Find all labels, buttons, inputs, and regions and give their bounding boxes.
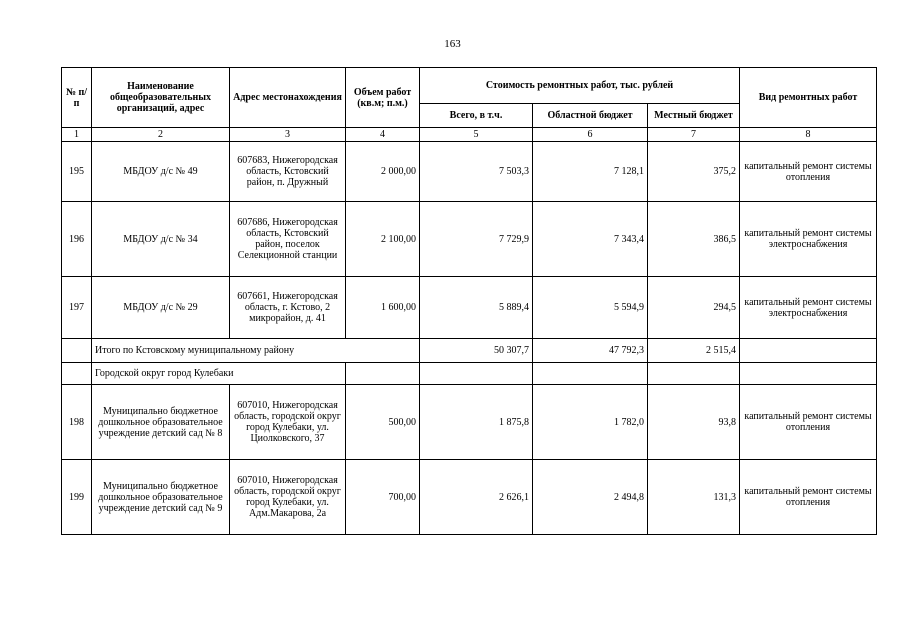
table-row <box>62 142 877 202</box>
table-row <box>62 202 877 277</box>
work-volume: 2 000,00 <box>346 142 420 202</box>
cost-local: 294,5 <box>648 277 740 339</box>
header-total: Всего, в т.ч. <box>420 104 533 128</box>
empty-cell <box>346 363 420 385</box>
table-body <box>62 142 877 535</box>
organization-address: 607683, Нижегородская область, Кстовский район, п. Дружный <box>230 142 346 202</box>
work-type: капитальный ремонт системы отопления <box>740 460 877 535</box>
cost-local: 93,8 <box>648 385 740 460</box>
subtotal-label: Итого по Кстовскому муниципальному району <box>92 339 420 363</box>
work-volume: 700,00 <box>346 460 420 535</box>
organization-address: 607661, Нижегородская область, г. Кстово, 2 микрорайон, д. 41 <box>230 277 346 339</box>
row-number: 197 <box>62 277 92 339</box>
organization-name: МБДОУ д/с № 29 <box>92 277 230 339</box>
cost-regional: 1 782,0 <box>533 385 648 460</box>
organization-address: 607010, Нижегородская область, городской округ город Кулебаки, ул. Циолковского, 37 <box>230 385 346 460</box>
header-address: Адрес местонахождения <box>230 68 346 128</box>
header-cost-group: Стоимость ремонтных работ, тыс. рублей <box>420 68 740 104</box>
work-volume: 500,00 <box>346 385 420 460</box>
column-number: 3 <box>230 128 346 142</box>
section-title: Городской округ город Кулебаки <box>92 363 346 385</box>
organization-address: 607010, Нижегородская область, городской округ город Кулебаки, ул. Адм.Макарова, 2а <box>230 460 346 535</box>
empty-cell <box>533 363 648 385</box>
row-number: 198 <box>62 385 92 460</box>
cost-regional: 5 594,9 <box>533 277 648 339</box>
empty-cell <box>62 339 92 363</box>
header-no: № п/п <box>62 68 92 128</box>
column-number: 8 <box>740 128 877 142</box>
header-regional: Областной бюджет <box>533 104 648 128</box>
header-volume: Объем работ (кв.м; п.м.) <box>346 68 420 128</box>
work-type: капитальный ремонт системы отопления <box>740 142 877 202</box>
work-type: капитальный ремонт системы отопления <box>740 385 877 460</box>
repair-works-table <box>61 67 877 535</box>
cost-local: 375,2 <box>648 142 740 202</box>
row-number: 195 <box>62 142 92 202</box>
organization-address: 607686, Нижегородская область, Кстовский район, поселок Селекционной станции <box>230 202 346 277</box>
row-number: 196 <box>62 202 92 277</box>
cost-regional: 7 128,1 <box>533 142 648 202</box>
header-name: Наименование общеобразовательных организаций, адрес <box>92 68 230 128</box>
cost-total: 7 729,9 <box>420 202 533 277</box>
work-volume: 2 100,00 <box>346 202 420 277</box>
empty-cell <box>740 339 877 363</box>
cost-total: 2 626,1 <box>420 460 533 535</box>
table-row <box>62 460 877 535</box>
subtotal-regional: 47 792,3 <box>533 339 648 363</box>
cost-total: 5 889,4 <box>420 277 533 339</box>
table-row <box>62 277 877 339</box>
cost-local: 386,5 <box>648 202 740 277</box>
subtotal-total: 50 307,7 <box>420 339 533 363</box>
work-volume: 1 600,00 <box>346 277 420 339</box>
cost-total: 7 503,3 <box>420 142 533 202</box>
subtotal-local: 2 515,4 <box>648 339 740 363</box>
page-number: 163 <box>444 38 461 50</box>
work-type: капитальный ремонт системы электроснабжения <box>740 277 877 339</box>
organization-name: Муниципально бюджетное дошкольное образовательное учреждение детский сад № 8 <box>92 385 230 460</box>
column-number: 4 <box>346 128 420 142</box>
cost-regional: 7 343,4 <box>533 202 648 277</box>
cost-total: 1 875,8 <box>420 385 533 460</box>
cost-local: 131,3 <box>648 460 740 535</box>
empty-cell <box>420 363 533 385</box>
column-number: 7 <box>648 128 740 142</box>
column-number: 5 <box>420 128 533 142</box>
organization-name: МБДОУ д/с № 49 <box>92 142 230 202</box>
column-number-row <box>62 128 877 142</box>
subtotal-row <box>62 339 877 363</box>
section-header-row <box>62 363 877 385</box>
empty-cell <box>740 363 877 385</box>
cost-regional: 2 494,8 <box>533 460 648 535</box>
column-number: 1 <box>62 128 92 142</box>
column-number: 6 <box>533 128 648 142</box>
work-type: капитальный ремонт системы электроснабжения <box>740 202 877 277</box>
table-row <box>62 385 877 460</box>
header-local: Местный бюджет <box>648 104 740 128</box>
row-number: 199 <box>62 460 92 535</box>
header-type: Вид ремонтных работ <box>740 68 877 128</box>
organization-name: Муниципально бюджетное дошкольное образовательное учреждение детский сад № 9 <box>92 460 230 535</box>
column-number: 2 <box>92 128 230 142</box>
empty-cell <box>62 363 92 385</box>
organization-name: МБДОУ д/с № 34 <box>92 202 230 277</box>
empty-cell <box>648 363 740 385</box>
